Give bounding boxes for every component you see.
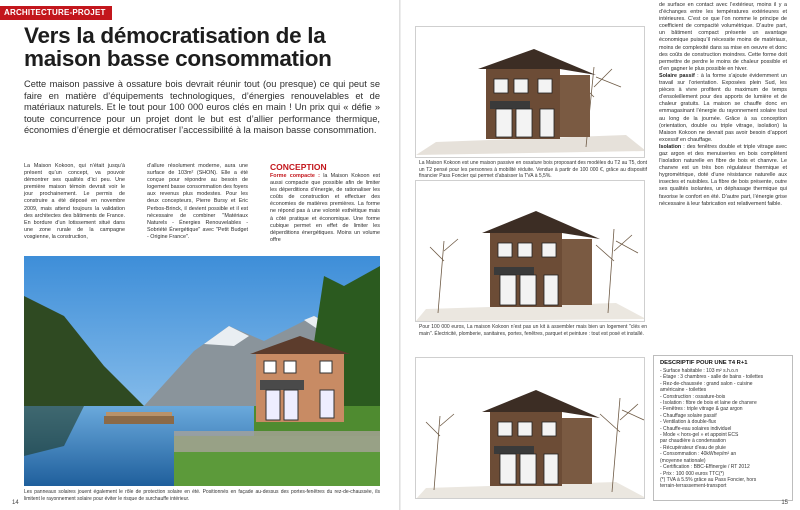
spec-line: - Mode « hors-gel » et appoint ECS — [660, 432, 739, 439]
spec-line: par chaudière à condensation — [660, 438, 726, 445]
spec-line: - Étage : 3 chambres - salle de bains - toilettes — [660, 374, 764, 381]
left-page — [0, 0, 399, 510]
spec-box — [653, 355, 793, 501]
spec-line: (moyenne nationale) — [660, 457, 706, 464]
right-body-text-a: de surface en contact avec l’extérieur, moins il y a d’échanges entre les températures extérieures et intérieures. C’est ce que l’on nomme le principe de coefficient de compacité volumétrique. D’autre part, un bâtiment compact présente un avantage économique puisqu’il nécessite moins de matériaux, moins de complexité dans sa mise en oeuvre et donc des coûts de construction moindres. Cette forme doit permettre de perdre le moins de chaleur possible et d’en gagner le plus possible en hiver. — [659, 2, 787, 72]
spec-line: - Ventilation à double-flux — [660, 419, 717, 426]
spec-list — [660, 368, 786, 490]
photo-caption-left: Les panneaux solaires jouent également le rôle de protection solaire en été. Positionnés en façade au-dessus des portes-fenêtres du rez-de-chaussée, ils limitent le rayonnement solaire pour éviter le risque de surchauffe intérieur. — [24, 489, 380, 502]
spec-line: terrain-terrassement-transport — [660, 483, 727, 490]
spec-line: - Consommation : 40kWhep/m² an — [660, 451, 737, 458]
spec-line: - Construction : ossature-bois — [660, 393, 726, 400]
spec-title: DESCRIPTIF POUR UNE T4 R+1 — [660, 360, 748, 366]
body-column-2: d’allure résolument moderne, aura une surface de 103m² (SHON). Elle a été conçue pour répondre au besoin de logement basse consommation des foyers aux revenus plus modestes. Pour les deux concepteurs, Pierre Bursy et Eric Perbos-Brinck, il devient possible et il est nécessaire de combiner "Matériaux Naturels - Énergies Renouvelables - Sobriété Énergétique" avec "Petit Budget - Origine France". — [147, 163, 248, 240]
spec-line: - Certification : BBC-Effinergie / RT 2012 — [660, 464, 750, 471]
right-body-column — [659, 2, 787, 208]
body-column-1: La Maison Kokoon, qui n’était jusqu’à présent qu’un concept, va pouvoir démontrer ses qualités d’ici peu. Une première maison témoin devrait voir le jour prochainement. Le permis de construire a été déposé en novembre 2009, mais attend toujours la validation des architectes des bâtiments de France. En bordure d’un lotissement situé dans une zone rurale de la campagne vosgienne, la construction, — [24, 163, 125, 240]
spec-line: (*) TVA à 5.5% grâce au Pass Foncier, hors — [660, 476, 757, 483]
lead-isolation: Isolation — [659, 143, 682, 150]
spec-line: - Surface habitable : 103 m² s.h.o.n — [660, 368, 739, 374]
lead-forme-compacte: Forme compacte : — [270, 173, 320, 179]
spec-line: - Isolation : fibre de bois et laine de chanvre — [660, 400, 757, 407]
page-number-right: 15 — [781, 500, 788, 506]
article-intro: Cette maison passive à ossature bois devrait réunir tout (ou presque) ce qui peut se faire en matière d’équipements technologiques, d’énergies renouvelables et de matériaux naturels. Et le tout pour 100 000 euros clés en main ! Un prix qui « défie » toute concurrence pour un projet dont le but est d’allier performance thermique, économies d’énergie et démocratiser l’accessibilité à la maison basse consommation. — [24, 79, 380, 136]
render-caption-2: Pour 100 000 euros, La maison Kokoon n’est pas un kit à assembler mais bien un logement "clés en main". Électricité, plomberie, sanitaires, portes, fenêtres, parquet et peinture : tout est posé et installé. — [419, 324, 647, 337]
article-title: Vers la démocratisation de la maison basse consommation — [24, 23, 332, 71]
section-heading-conception: CONCEPTION — [270, 162, 327, 172]
right-body-text-c: : des fenêtres double et triple vitrage avec gaz argon et des menuiseries en bois complètent l’isolation naturelle en fibre de bois et chanvre. Le chanvre est un très bon régulateur thermique et hygrométrique, doté d’une résistance naturelle aux insectes et nuisibles. La fibre de bois présente, outre ses qualités isolantes, un déphasage thermique qui favorise le confort en été. D’autre part, l’énergie grise nécessaire à leur fabrication est relativement faible. — [659, 143, 787, 207]
render-caption-1: La Maison Kokoon est une maison passive en ossature bois proposant des modèles du T2 au T5, dont un T2 pensé pour les personnes à mobilité réduite. Vendue à partir de 100 000 €, grâce au dispositif financier Pass Foncier qui permet d’abaisser la TVA à 5,5%. — [419, 160, 647, 180]
spec-line: - Prix : 100 000 euros TTC(*) — [660, 470, 725, 477]
spec-line: - Récupérateur d’eau de pluie — [660, 444, 726, 451]
house-render-3 — [415, 357, 645, 499]
right-body-text-b: : à la forme s’ajoute évidemment un travail sur l’orientation. Exposées plein Sud, les pièces à vivre profitent du maximum de temps d’ensoleillement pour des apports de lumière et de chaleur gratuits. La maison se chauffe donc en emmagasinant l’énergie du rayonnement solaire tout au long de la journée. Grâce à sa conception (orientation, double ou triple vitrage, isolation) la Maison Kokoon ne devrait pas avoir besoin d’apport excessif en chauffage. — [659, 72, 787, 143]
spec-line: - Fenêtres : triple vitrage & gaz argon — [660, 406, 743, 413]
spec-line: - Chauffage solaire passif — [660, 412, 717, 419]
page-number-left: 14 — [12, 500, 19, 506]
right-page — [401, 0, 800, 510]
lake-house-photo — [24, 256, 380, 486]
body-column-3 — [270, 163, 380, 244]
house-render-2 — [415, 180, 645, 322]
section-tag: ARCHITECTURE-PROJET — [0, 6, 112, 20]
spec-line: - Chauffe-eau solaires individuel — [660, 425, 732, 432]
body-column-3-text: la Maison Kokoon est aussi compacte que possible afin de limiter les déperditions d’énergie, de rationaliser les coûts de construction et effectuer des économies de matières premières. La forme ne répond pas à une volonté esthétique mais à côté pratique et économique. Une forme cubique permet en effet de limiter les déperditions énergétiques. Moins un volume offre — [270, 173, 380, 243]
house-render-1 — [415, 26, 645, 158]
spec-line: américaine - toilettes — [660, 387, 707, 394]
lead-solaire-passif: Solaire passif — [659, 72, 695, 79]
spec-line: - Rez-de-chaussée : grand salon - cuisine — [660, 380, 753, 387]
